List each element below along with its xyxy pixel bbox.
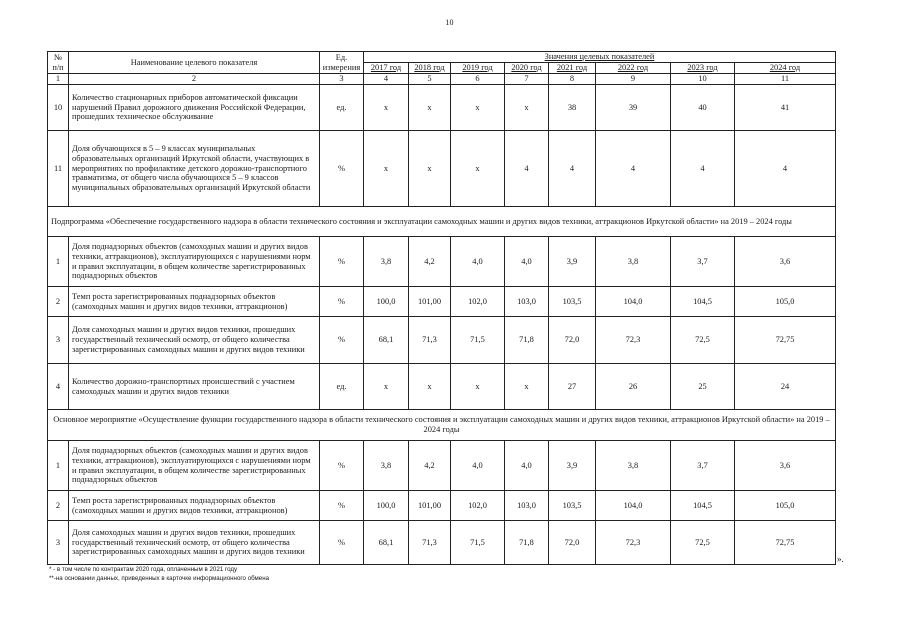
column-number: 11 [735,74,836,85]
row-value: 38 [549,85,596,131]
footnote: * - в том числе по контрактам 2020 года, оплаченным в 2021 году [49,566,238,573]
main-event-row [48,410,836,441]
row-value: 25 [671,364,735,410]
table-row [48,85,836,131]
row-num: 10 [48,85,69,131]
row-value: 4,0 [451,441,505,491]
table-row [48,491,836,521]
row-value: 3,8 [364,441,409,491]
row-value: х [409,131,451,207]
table-row [48,287,836,317]
row-value: 72,3 [596,521,671,565]
column-numbers-row [48,74,836,85]
row-name: Доля поднадзорных объектов (самоходных машин и других видов техники, аттракционов), эксплуатирующихся с нарушениями норм и правил эксплуатации, в общем количестве зарегистрированных поднадзорных объектов [69,237,320,287]
row-value: 104,0 [596,491,671,521]
row-value: 3,6 [735,441,836,491]
row-value: 4 [735,131,836,207]
closing-quote: ». [837,554,844,564]
row-value: 72,0 [549,521,596,565]
column-number: 8 [549,74,596,85]
row-value: 3,8 [596,441,671,491]
header-row [48,52,836,63]
header-year: 2021 год [549,63,596,74]
row-value: 3,7 [671,237,735,287]
row-unit: % [320,521,364,565]
row-value: 4,0 [505,441,549,491]
row-value: 4 [596,131,671,207]
row-value: 3,8 [364,237,409,287]
row-value: 3,8 [596,237,671,287]
table-row [48,317,836,364]
footnote: **-на основании данных, приведенных в карточке информационного обмена [49,575,270,582]
column-number: 2 [69,74,320,85]
row-name: Доля самоходных машин и других видов техники, прошедших государственный технический осмотр, от общего количества зарегистрированных самоходных машин и других видов техники [69,521,320,565]
row-value: 71,8 [505,521,549,565]
row-num: 4 [48,364,69,410]
row-value: 68,1 [364,317,409,364]
column-number: 9 [596,74,671,85]
row-value: х [409,364,451,410]
row-value: х [505,85,549,131]
row-value: х [451,364,505,410]
row-value: 3,7 [671,441,735,491]
page-number: 10 [445,18,454,27]
row-num: 2 [48,491,69,521]
row-value: 41 [735,85,836,131]
row-num: 3 [48,521,69,565]
row-value: 3,9 [549,441,596,491]
table-row [48,441,836,491]
column-number: 5 [409,74,451,85]
row-value: х [364,131,409,207]
subprogram-row [48,207,836,237]
row-name: Количество дорожно-транспортных происшествий с участием самоходных машин и других видов техники [69,364,320,410]
header-year: 2024 год [735,63,836,74]
row-value: 103,0 [505,491,549,521]
row-value: 103,5 [549,287,596,317]
row-value: 105,0 [735,287,836,317]
row-value: 4,2 [409,441,451,491]
column-number: 1 [48,74,69,85]
row-value: 102,0 [451,491,505,521]
row-value: 72,3 [596,317,671,364]
row-value: 71,3 [409,317,451,364]
column-number: 7 [505,74,549,85]
table-row [48,521,836,565]
row-num: 1 [48,237,69,287]
header-num: № п/п [48,52,69,74]
row-value: 72,5 [671,317,735,364]
row-value: 100,0 [364,491,409,521]
row-value: 71,8 [505,317,549,364]
row-value: 101,00 [409,287,451,317]
table-row [48,237,836,287]
row-num: 1 [48,441,69,491]
row-value: 104,5 [671,287,735,317]
header-year: 2023 год [671,63,735,74]
main-event-title: Основное мероприятие «Осуществление функции государственного надзора в области технического состояния и эксплуатации самоходных машин и других видов техники, аттракционов Иркутской области» на 2019 – 2024 годы [48,410,836,441]
row-name: Темп роста зарегистрированных поднадзорных объектов (самоходных машин и других видов техники, аттракционов) [69,491,320,521]
header-year: 2019 год [451,63,505,74]
row-value: 3,9 [549,237,596,287]
row-value: 104,5 [671,491,735,521]
row-value: х [451,131,505,207]
row-value: 72,0 [549,317,596,364]
header-name: Наименование целевого показателя [69,52,320,74]
column-number: 3 [320,74,364,85]
row-value: 102,0 [451,287,505,317]
row-value: х [451,85,505,131]
column-number: 4 [364,74,409,85]
row-value: х [364,85,409,131]
row-name: Темп роста зарегистрированных поднадзорных объектов (самоходных машин и других видов техники, аттракционов) [69,287,320,317]
target-indicators-table [47,51,836,565]
row-value: 104,0 [596,287,671,317]
row-value: 39 [596,85,671,131]
row-value: 72,75 [735,317,836,364]
row-value: 103,0 [505,287,549,317]
row-unit: % [320,237,364,287]
row-value: 71,3 [409,521,451,565]
header-year: 2022 год [596,63,671,74]
row-value: 40 [671,85,735,131]
row-value: 4 [549,131,596,207]
row-value: 71,5 [451,317,505,364]
row-value: 72,75 [735,521,836,565]
column-number: 6 [451,74,505,85]
row-value: 101,00 [409,491,451,521]
row-value: 3,6 [735,237,836,287]
row-value: 105,0 [735,491,836,521]
row-unit: % [320,131,364,207]
header-year: 2017 год [364,63,409,74]
row-unit: % [320,441,364,491]
row-value: 4 [671,131,735,207]
table-row [48,364,836,410]
row-unit: % [320,287,364,317]
row-name: Доля поднадзорных объектов (самоходных машин и других видов техники, аттракционов), эксплуатирующихся с нарушениями норм и правил эксплуатации, в общем количестве зарегистрированных поднадзорных объектов [69,441,320,491]
row-value: 4,2 [409,237,451,287]
row-name: Доля самоходных машин и других видов техники, прошедших государственный технический осмотр, от общего количества зарегистрированных самоходных машин и других видов техники [69,317,320,364]
row-value: 24 [735,364,836,410]
row-num: 3 [48,317,69,364]
row-value: 4,0 [451,237,505,287]
row-unit: % [320,491,364,521]
row-unit: ед. [320,364,364,410]
row-value: х [364,364,409,410]
row-value: х [409,85,451,131]
row-value: 4 [505,131,549,207]
row-name: Доля обучающихся в 5 – 9 классах муниципальных образовательных организаций Иркутской области, участвующих в мероприятиях по профилактике детского дорожно-транспортного травматизма, от общего числа обучающихся 5 – 9 классов муниципальных образовательных организаций Иркутской области [69,131,320,207]
row-unit: ед. [320,85,364,131]
row-value: 27 [549,364,596,410]
column-number: 10 [671,74,735,85]
row-unit: % [320,317,364,364]
row-value: 103,5 [549,491,596,521]
row-value: 68,1 [364,521,409,565]
header-values-title: Значения целевых показателей [364,52,836,63]
row-value: х [505,364,549,410]
header-unit: Ед. измерения [320,52,364,74]
header-year: 2020 год [505,63,549,74]
row-name: Количество стационарных приборов автоматической фиксации нарушений Правил дорожного движения Российской Федерации, прошедших техническое обслуживание [69,85,320,131]
row-value: 71,5 [451,521,505,565]
row-value: 72,5 [671,521,735,565]
header-year: 2018 год [409,63,451,74]
row-num: 11 [48,131,69,207]
footnotes [49,565,269,584]
row-value: 26 [596,364,671,410]
row-value: 4,0 [505,237,549,287]
subprogram-title: Подпрограмма «Обеспечение государственного надзора в области технического состояния и эксплуатации самоходных машин и других видов техники, аттракционов Иркутской области» на 2019 – 2024 годы [48,207,836,237]
row-num: 2 [48,287,69,317]
table-row [48,131,836,207]
row-value: 100,0 [364,287,409,317]
